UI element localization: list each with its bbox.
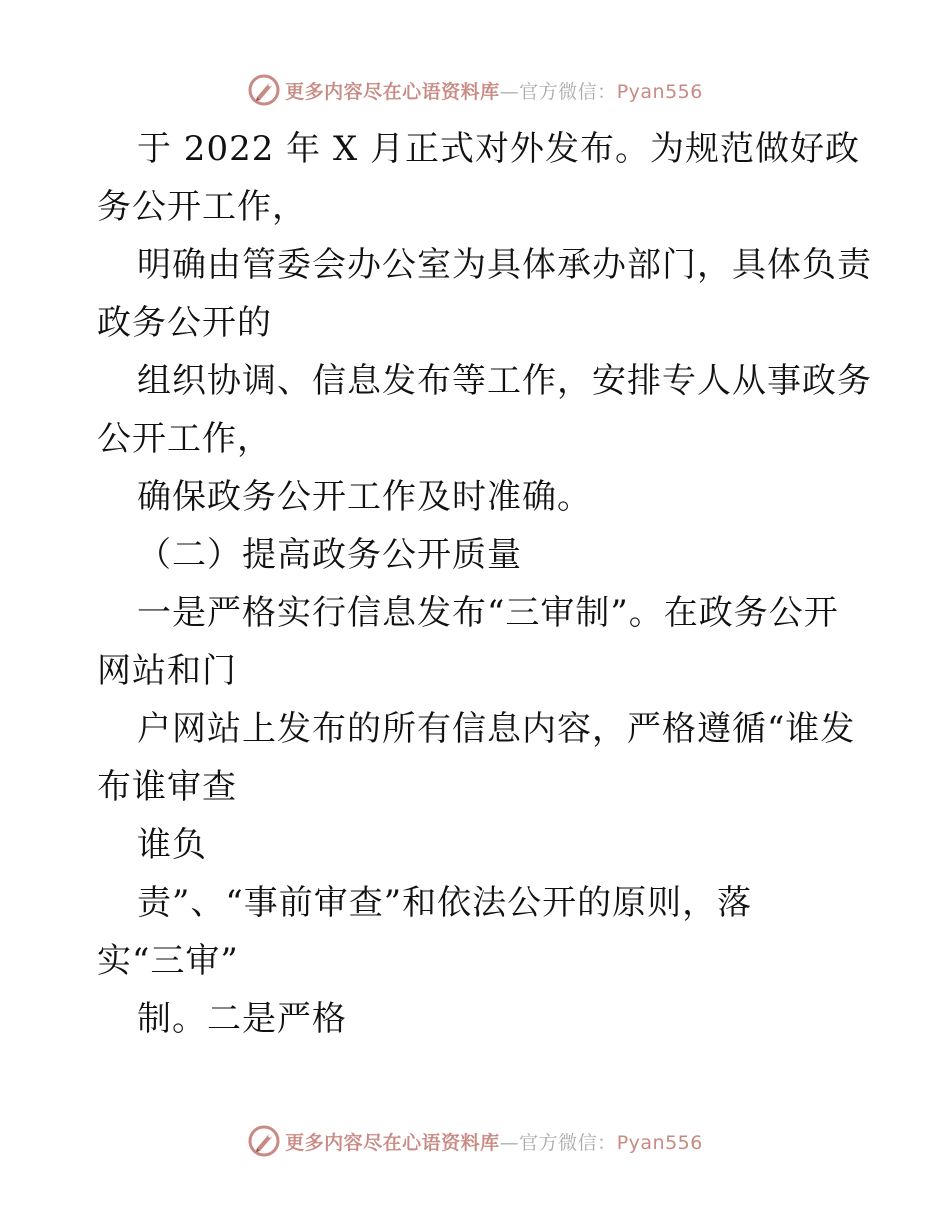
paragraph-line: 务公开工作， bbox=[97, 187, 307, 227]
paragraph-line: 制。二是严格 bbox=[137, 999, 347, 1039]
footer-watermark bbox=[0, 1121, 950, 1161]
watermark-text bbox=[285, 1128, 703, 1155]
document-body bbox=[97, 120, 872, 1048]
paragraph-line: 责”、“事前审查”和依法公开的原则，落 bbox=[137, 883, 753, 923]
watermark-separator: — bbox=[499, 1131, 520, 1154]
watermark-site-text: 更多内容尽在心语资料库 bbox=[285, 1131, 500, 1154]
paragraph-line: 布谁审查 bbox=[97, 767, 237, 807]
pen-nib-circle-icon bbox=[247, 73, 281, 107]
paragraph-line: 谁负 bbox=[137, 825, 207, 865]
section-heading: （二）提高政务公开质量 bbox=[137, 535, 522, 575]
paragraph-line: 户网站上发布的所有信息内容，严格遵循“谁发 bbox=[137, 709, 856, 749]
watermark-separator: — bbox=[499, 80, 520, 103]
watermark-text bbox=[285, 77, 703, 104]
paragraph-line: 组织协调、信息发布等工作，安排专人从事政务 bbox=[137, 361, 872, 401]
paragraph-line: 公开工作， bbox=[97, 419, 272, 459]
paragraph-line: 于 2022 年 X 月正式对外发布。为规范做好政 bbox=[137, 129, 860, 169]
paragraph-line: 明确由管委会办公室为具体承办部门，具体负责 bbox=[137, 245, 872, 285]
header-watermark bbox=[0, 70, 950, 110]
paragraph-line: 确保政务公开工作及时准确。 bbox=[137, 477, 592, 517]
paragraph-line: 网站和门 bbox=[97, 651, 237, 691]
watermark-account: Pyan556 bbox=[616, 1131, 703, 1154]
paragraph-line: 一是严格实行信息发布“三审制”。在政务公开 bbox=[137, 593, 839, 633]
watermark-account: Pyan556 bbox=[616, 80, 703, 103]
paragraph-line: 政务公开的 bbox=[97, 303, 272, 343]
pen-nib-circle-icon bbox=[247, 1124, 281, 1158]
watermark-label: 官方微信： bbox=[519, 80, 617, 103]
watermark-label: 官方微信： bbox=[519, 1131, 617, 1154]
watermark-site-text: 更多内容尽在心语资料库 bbox=[285, 80, 500, 103]
paragraph-line: 实“三审” bbox=[97, 941, 239, 981]
